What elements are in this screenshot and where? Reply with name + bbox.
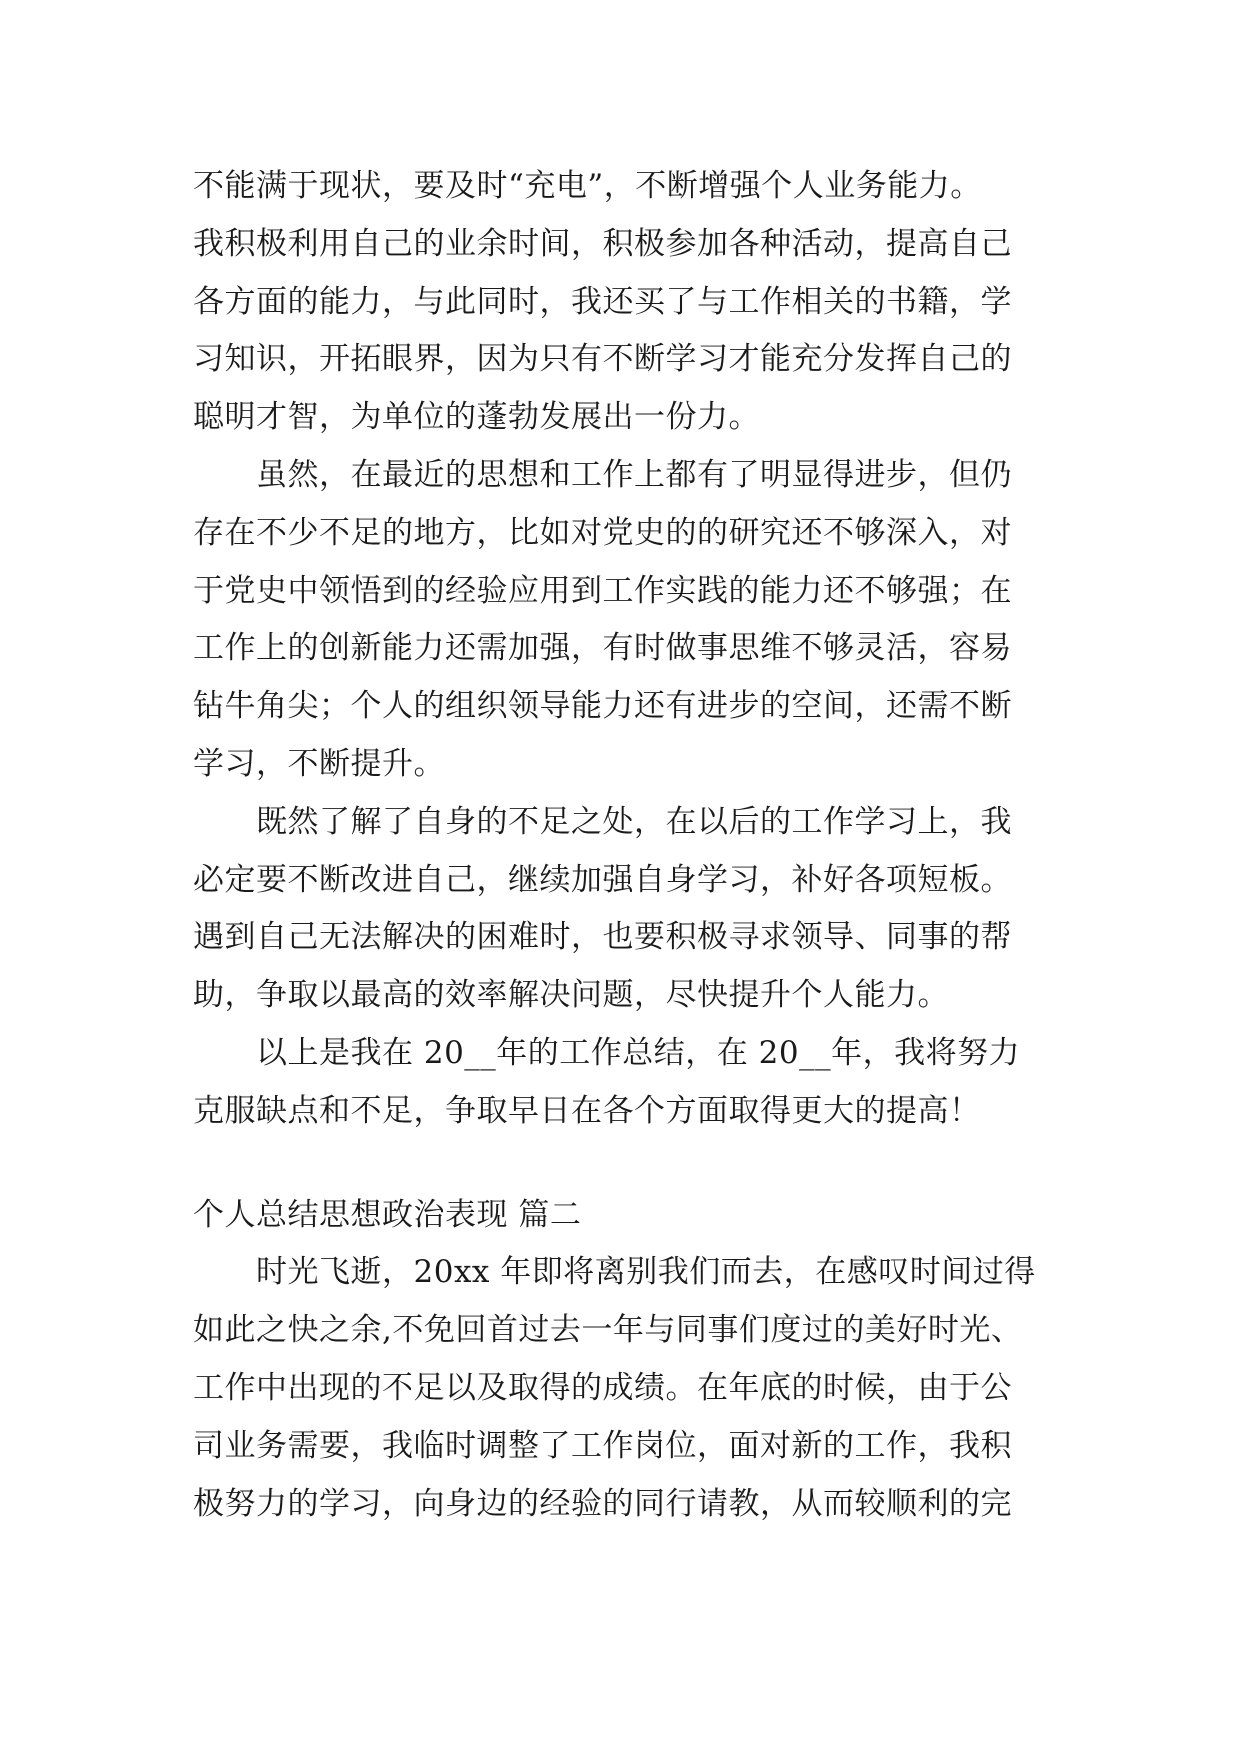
paragraph-3 <box>193 794 1073 1025</box>
text-line: 不能满于现状，要及时“充电”，不断增强个人业务能力。 <box>193 168 982 204</box>
text-line: 存在不少不足的地方，比如对党史的的研究还不够深入，对 <box>193 514 1012 551</box>
text-line: 克服缺点和不足，争取早日在各个方面取得更大的提高！ <box>193 1092 981 1129</box>
text-line: 既然了解了自身的不足之处，在以后的工作学习上，我 <box>193 803 1012 840</box>
text-line: 时光飞逝，20xx 年即将离别我们而去，在感叹时间过得 <box>193 1254 1036 1291</box>
section-gap <box>193 1141 1073 1187</box>
paragraph-2 <box>193 447 1073 794</box>
document-body <box>193 158 1073 1533</box>
text-line: 学习，不断提升。 <box>193 745 445 782</box>
text-line: 虽然，在最近的思想和工作上都有了明显得进步，但仍 <box>193 456 1012 493</box>
paragraph-5 <box>193 1244 1073 1533</box>
paragraph-1 <box>193 158 1073 447</box>
text-line: 各方面的能力，与此同时，我还买了与工作相关的书籍，学 <box>193 283 1012 320</box>
text-line: 钻牛角尖；个人的组织领导能力还有进步的空间，还需不断 <box>193 688 1012 725</box>
text-line: 聪明才智，为单位的蓬勃发展出一份力。 <box>193 399 760 436</box>
text-line: 习知识，开拓眼界，因为只有不断学习才能充分发挥自己的 <box>193 341 1012 378</box>
section-heading: 个人总结思想政治表现 篇二 <box>193 1196 582 1233</box>
text-line: 以上是我在 20__年的工作总结，在 20__年，我将努力 <box>193 1034 1021 1071</box>
text-line: 工作中出现的不足以及取得的成绩。在年底的时候，由于公 <box>193 1369 1012 1406</box>
text-line: 助，争取以最高的效率解决问题，尽快提升个人能力。 <box>193 977 949 1014</box>
text-line: 工作上的创新能力还需加强，有时做事思维不够灵活，容易 <box>193 630 1012 667</box>
text-line: 司业务需要，我临时调整了工作岗位，面对新的工作，我积 <box>193 1427 1012 1464</box>
paragraph-4 <box>193 1025 1073 1141</box>
text-line: 如此之快之余,不免回首过去一年与同事们度过的美好时光、 <box>193 1312 1023 1349</box>
text-line: 我积极利用自己的业余时间，积极参加各种活动，提高自己 <box>193 225 1012 262</box>
text-line: 极努力的学习，向身边的经验的同行请教，从而较顺利的完 <box>193 1485 1012 1522</box>
text-line: 必定要不断改进自己，继续加强自身学习，补好各项短板。 <box>193 861 1012 898</box>
text-line: 于党史中领悟到的经验应用到工作实践的能力还不够强；在 <box>193 572 1012 609</box>
text-line: 遇到自己无法解决的困难时，也要积极寻求领导、同事的帮 <box>193 919 1012 956</box>
